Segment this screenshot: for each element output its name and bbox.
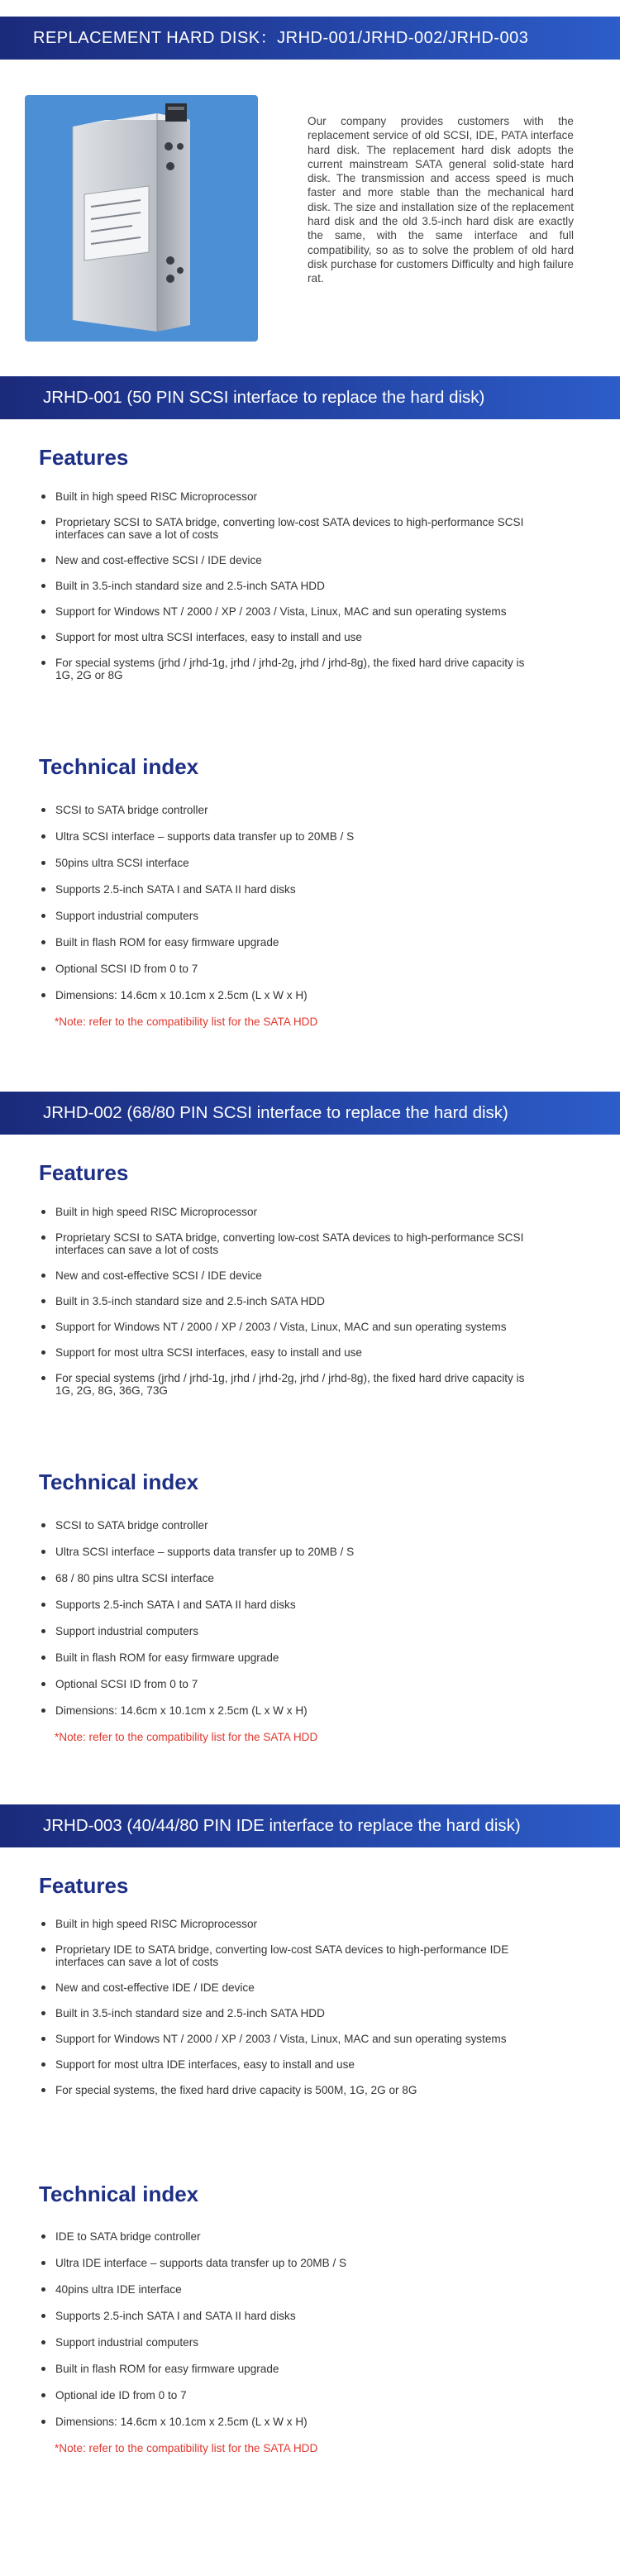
- technical-index-heading: Technical index: [39, 1470, 199, 1494]
- list-item: Support for Windows NT / 2000 / XP / 2003 / Vista, Linux, MAC and sun operating systems: [39, 605, 535, 618]
- list-item: Optional ide ID from 0 to 7: [39, 2389, 535, 2402]
- technical-index-list: [39, 804, 535, 1001]
- list-item: Support for Windows NT / 2000 / XP / 2003 / Vista, Linux, MAC and sun operating systems: [39, 1321, 535, 1333]
- list-item: 68 / 80 pins ultra SCSI interface: [39, 1572, 535, 1584]
- list-item: Built in high speed RISC Microprocessor: [39, 1918, 535, 1930]
- list-item: Supports 2.5-inch SATA I and SATA II hard disks: [39, 1599, 535, 1611]
- list-item: Ultra IDE interface – supports data transfer up to 20MB / S: [39, 2257, 535, 2269]
- features-heading: Features: [39, 445, 129, 470]
- list-item: Built in flash ROM for easy firmware upgrade: [39, 1651, 535, 1664]
- list-item: For special systems (jrhd / jrhd-1g, jrhd / jrhd-2g, jrhd / jrhd-8g), the fixed hard drive capacity is 1G, 2G, 8G, 36G, 73G: [39, 1372, 535, 1397]
- list-item: Built in high speed RISC Microprocessor: [39, 1206, 535, 1218]
- features-list: [39, 1206, 535, 1397]
- list-item: IDE to SATA bridge controller: [39, 2230, 535, 2243]
- intro-paragraph: Our company provides customers with the replacement service of old SCSI, IDE, PATA interface hard disk. The replacement hard disk adopts the current mainstream SATA general solid-state hard disk. The transmission and access speed is much faster and more stable than the mechanical hard disk. The size and installation size of the replacement hard disk and the old 3.5-inch hard disk are exactly the same, with the same interface and full compatibility, so as to solve the problem of old hard disk purchase for customers Difficulty and high failure rat.: [308, 115, 574, 285]
- compatibility-note: *Note: refer to the compatibility list for the SATA HDD: [55, 1731, 318, 1743]
- list-item: 50pins ultra SCSI interface: [39, 857, 535, 869]
- list-item: Supports 2.5-inch SATA I and SATA II hard disks: [39, 2310, 535, 2322]
- technical-index-list: [39, 1519, 535, 1717]
- list-item: Optional SCSI ID from 0 to 7: [39, 1678, 535, 1690]
- list-item: For special systems (jrhd / jrhd-1g, jrhd / jrhd-2g, jrhd / jrhd-8g), the fixed hard drive capacity is 1G, 2G or 8G: [39, 657, 535, 681]
- product-photo: [25, 95, 258, 342]
- model-title: JRHD-001 (50 PIN SCSI interface to replace the hard disk): [43, 388, 485, 407]
- list-item: Ultra SCSI interface – supports data transfer up to 20MB / S: [39, 830, 535, 843]
- list-item: Dimensions: 14.6cm x 10.1cm x 2.5cm (L x W x H): [39, 989, 535, 1001]
- model-banner-jrhd-003: [0, 1804, 620, 1847]
- page-title: REPLACEMENT HARD DISK：JRHD-001/JRHD-002/JRHD-003: [33, 29, 529, 47]
- compatibility-note: *Note: refer to the compatibility list for the SATA HDD: [55, 2442, 318, 2454]
- list-item: Built in 3.5-inch standard size and 2.5-inch SATA HDD: [39, 2007, 535, 2019]
- model-banner-jrhd-001: [0, 376, 620, 419]
- list-item: New and cost-effective IDE / IDE device: [39, 1981, 535, 1994]
- technical-index-list: [39, 2230, 535, 2428]
- model-title: JRHD-003 (40/44/80 PIN IDE interface to replace the hard disk): [43, 1816, 521, 1835]
- list-item: New and cost-effective SCSI / IDE device: [39, 554, 535, 566]
- features-list: [39, 1918, 535, 2096]
- list-item: Built in high speed RISC Microprocessor: [39, 490, 535, 503]
- list-item: Support for most ultra SCSI interfaces, easy to install and use: [39, 631, 535, 643]
- features-heading: Features: [39, 1873, 129, 1898]
- list-item: Proprietary SCSI to SATA bridge, converting low-cost SATA devices to high-performance SCSI interfaces can save a lot of costs: [39, 1231, 535, 1256]
- list-item: Built in flash ROM for easy firmware upgrade: [39, 936, 535, 949]
- list-item: Supports 2.5-inch SATA I and SATA II hard disks: [39, 883, 535, 896]
- list-item: Proprietary SCSI to SATA bridge, converting low-cost SATA devices to high-performance SCSI interfaces can save a lot of costs: [39, 516, 535, 541]
- list-item: SCSI to SATA bridge controller: [39, 804, 535, 816]
- features-list: [39, 490, 535, 681]
- list-item: Proprietary IDE to SATA bridge, converting low-cost SATA devices to high-performance IDE interfaces can save a lot of costs: [39, 1943, 535, 1968]
- list-item: Support industrial computers: [39, 2336, 535, 2349]
- list-item: Dimensions: 14.6cm x 10.1cm x 2.5cm (L x W x H): [39, 2416, 535, 2428]
- list-item: Optional SCSI ID from 0 to 7: [39, 963, 535, 975]
- model-title: JRHD-002 (68/80 PIN SCSI interface to replace the hard disk): [43, 1103, 508, 1122]
- features-heading: Features: [39, 1160, 129, 1185]
- list-item: Built in 3.5-inch standard size and 2.5-inch SATA HDD: [39, 580, 535, 592]
- compatibility-note: *Note: refer to the compatibility list for the SATA HDD: [55, 1016, 318, 1028]
- list-item: Dimensions: 14.6cm x 10.1cm x 2.5cm (L x W x H): [39, 1704, 535, 1717]
- list-item: New and cost-effective SCSI / IDE device: [39, 1269, 535, 1282]
- list-item: Built in flash ROM for easy firmware upgrade: [39, 2363, 535, 2375]
- list-item: SCSI to SATA bridge controller: [39, 1519, 535, 1532]
- list-item: For special systems, the fixed hard drive capacity is 500M, 1G, 2G or 8G: [39, 2084, 535, 2096]
- page-title-banner: [0, 17, 620, 60]
- list-item: Support industrial computers: [39, 910, 535, 922]
- list-item: Ultra SCSI interface – supports data transfer up to 20MB / S: [39, 1546, 535, 1558]
- technical-index-heading: Technical index: [39, 2182, 199, 2206]
- list-item: Support for most ultra IDE interfaces, easy to install and use: [39, 2058, 535, 2071]
- list-item: Built in 3.5-inch standard size and 2.5-inch SATA HDD: [39, 1295, 535, 1307]
- model-banner-jrhd-002: [0, 1092, 620, 1135]
- list-item: Support for Windows NT / 2000 / XP / 2003 / Vista, Linux, MAC and sun operating systems: [39, 2033, 535, 2045]
- technical-index-heading: Technical index: [39, 754, 199, 779]
- list-item: 40pins ultra IDE interface: [39, 2283, 535, 2296]
- hard-disk-device-illustration: [25, 95, 258, 342]
- list-item: Support industrial computers: [39, 1625, 535, 1637]
- list-item: Support for most ultra SCSI interfaces, easy to install and use: [39, 1346, 535, 1359]
